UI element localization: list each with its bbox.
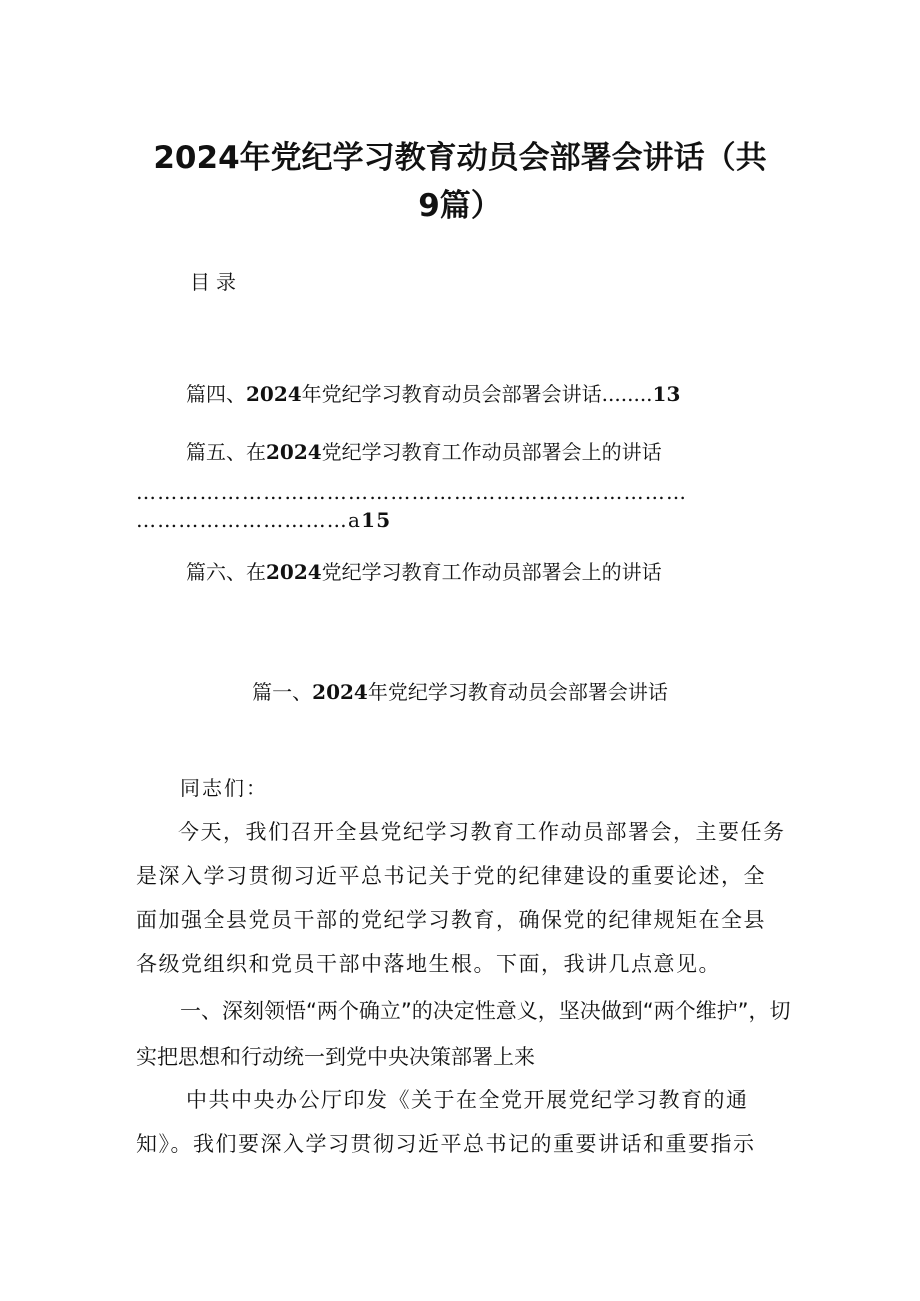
toc-entry-year: 2024 xyxy=(266,440,322,464)
toc-entry-prefix: 篇五、在 xyxy=(186,440,266,464)
toc-entry-prefix: 篇六、在 xyxy=(186,560,266,584)
toc-entry-page: 15 xyxy=(361,508,392,532)
toc-entry[interactable] xyxy=(186,436,662,465)
toc-entry[interactable] xyxy=(186,378,680,407)
section-heading-prefix: 篇一、 xyxy=(252,680,313,704)
body-paragraph: 中共中央办公厅印发《关于在全党开展党纪学习教育的通知》。我们要深入学习贯彻习近平总书记的重要讲话和重要指示 xyxy=(136,1088,756,1156)
toc-entry-title: 党纪学习教育工作动员部署会上的讲话 xyxy=(321,560,662,584)
toc-entry[interactable] xyxy=(186,556,662,585)
toc-leader-dots-text: …………………………a xyxy=(136,508,362,532)
subheading: 一、深刻领悟“两个确立”的决定性意义，坚决做到“两个维护”，切实把思想和行动统一到党中央决策部署上来 xyxy=(136,999,791,1069)
toc-entry-year: 2024 xyxy=(266,560,322,584)
toc-entry-prefix: 篇四、 xyxy=(186,382,246,406)
salutation: 同志们： xyxy=(180,776,268,800)
toc-entry-title: 年党纪学习教育动员会部署会讲话 xyxy=(301,382,602,406)
toc-entry-page: 13 xyxy=(652,382,681,406)
document-title-line1: 2024年党纪学习教育动员会部署会讲话（共 xyxy=(153,140,767,176)
toc-entry-year: 2024 xyxy=(246,382,302,406)
section-heading-year: 2024 xyxy=(312,680,368,704)
toc-entry-title: 党纪学习教育工作动员部署会上的讲话 xyxy=(321,440,662,464)
toc-entry-dots: ........ xyxy=(601,382,653,406)
toc-label: 目录 xyxy=(190,270,242,294)
document-title-line2: 9篇） xyxy=(418,188,502,224)
section-heading-text: 年党纪学习教育动员会部署会讲话 xyxy=(367,680,668,704)
toc-leader-dots-end xyxy=(136,508,391,532)
body-paragraph: 今天，我们召开全县党纪学习教育工作动员部署会，主要任务是深入学习贯彻习近平总书记关于党的纪律建设的重要论述，全面加强全县党员干部的党纪学习教育，确保党的纪律规矩在全县各级党组织和党员干部中落地生根。下面，我讲几点意见。 xyxy=(136,820,786,976)
toc-leader-dots: …………………………………………………………………… xyxy=(136,480,688,504)
section-heading xyxy=(0,676,920,705)
